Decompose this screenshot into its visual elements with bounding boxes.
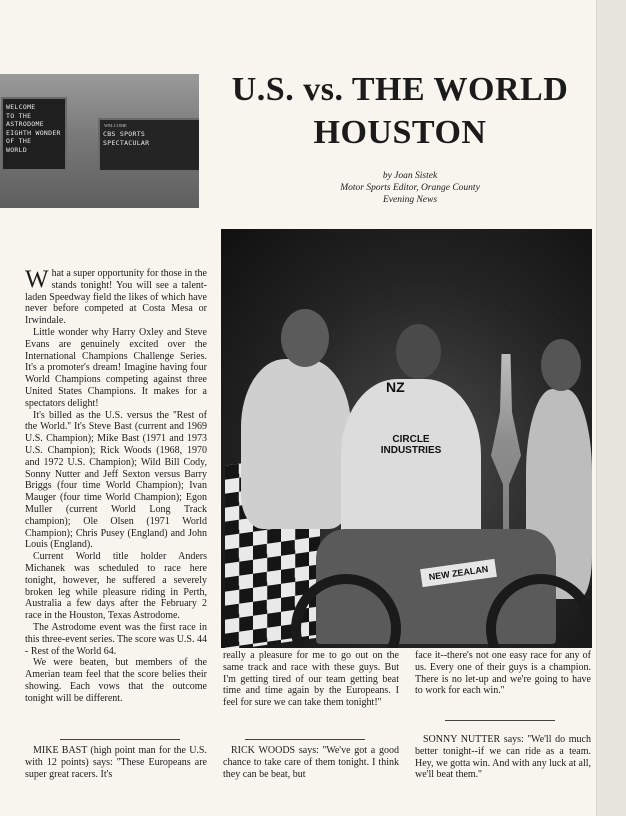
article-column-2	[223, 650, 399, 709]
column-3-rule	[445, 720, 555, 721]
article-title	[214, 68, 586, 154]
rider-left-head	[281, 309, 329, 367]
paragraph-continued-3: face it--there's not one easy race for any of us. Every one of their guys is a champion. There is no let-up and we're going to have to work for each win.''	[415, 650, 591, 697]
byline-author: by Joan Sistek	[382, 171, 438, 181]
byline-title: Motor Sports Editor, Orange County	[340, 183, 480, 193]
paragraph-4: Current World title holder Anders Michanek was scheduled to race here tonight, however, he suffered a severely broken leg while pleasure riding in Perth, Australia a few days after the February 2 race in the Houston, Texas Astrodome.	[25, 551, 207, 622]
nz-badge: NZ	[386, 379, 405, 395]
title-line-1: U.S. vs. THE WORLD	[231, 71, 569, 108]
byline	[300, 170, 520, 206]
sonny-nutter-quote: SONNY NUTTER says: ''We'll do much better tonight--if we can ride as a team. Hey, we gotta win. And with any luck at all, we'll beat them.''	[415, 734, 591, 781]
cbs-scoreboard-label: WELCOME	[104, 123, 127, 128]
new-zealand-plate: NEW ZEALAN	[420, 559, 497, 587]
paragraph-2: Little wonder why Harry Oxley and Steve Evans are genuinely excited over the International Champions Challenge Series. It's a promoter's dream! Imagine having four World Champions competing against three United States Champions. It makes for a spectators delight!	[25, 326, 207, 409]
paragraph-6: We were beaten, but members of the Amerian team feel that the score belies their showing. Each vows that the outcome tonight will be different.	[25, 657, 207, 704]
rick-woods-quote: RICK WOODS says: ''We've got a good chance to take care of them tonight. I think they can be beat, but	[223, 745, 399, 780]
column-1-rule	[60, 739, 180, 740]
byline-publication: Evening News	[382, 195, 438, 205]
riders-photo	[221, 229, 592, 648]
paragraph-5: The Astrodome event was the first race in this three-event series. The score was U.S. 44 - Rest of the World 64.	[25, 621, 207, 657]
paragraph-1: What a super opportunity for those in the stands tonight! You will see a talent-laden Speedway field the likes of which have never before competed at Costa Mesa or Irwindale.	[25, 266, 207, 327]
mike-bast-quote: MIKE BAST (high point man for the U.S. with 12 points) says: ''These Europeans are super great racers. It's	[25, 745, 207, 780]
cbs-scoreboard	[98, 118, 199, 172]
rider-right-head	[541, 339, 581, 391]
welcome-scoreboard	[1, 97, 67, 171]
drop-cap: W	[25, 266, 49, 293]
astrodome-photo	[0, 74, 199, 208]
rider-center-head	[396, 324, 441, 379]
title-line-2: HOUSTON	[313, 114, 487, 151]
paragraph-3: It's billed as the U.S. versus the ''Rest of the World.'' It's Steve Bast (current and 1969 U.S. Champion); Mike Bast (1971 and 1973 U.S. Champion); Rick Woods (1968, 1970 and 1972 U.S. Champion); Wild Bill Cody, Sonny Nutter and Jeff Sexton versus Barry Briggs (four time World Champion); Ivan Mauger (four time World Champion); Egon Muller (current World Long Track champion); Ole Olsen (1971 World Champion); Chris Pusey (England) and John Louis (England).	[25, 409, 207, 551]
welcome-scoreboard-text: WELCOME TO THE ASTRODOME EIGHTH WONDER OF THE WORLD	[6, 103, 61, 154]
article-column-3	[415, 650, 591, 697]
paragraph-continued-2: really a pleasure for me to go out on the same track and race with these guys. But I'm getting tired of our team getting beat time and time again by the Europeans. I feel for sure we can take them tonight!''	[223, 650, 399, 709]
cbs-scoreboard-text: CBS SPORTS SPECTACULAR	[103, 130, 150, 147]
rider-left	[241, 359, 351, 529]
column-2-rule	[245, 739, 365, 740]
article-column-1	[25, 268, 207, 704]
page-edge	[596, 0, 626, 816]
circle-industries-text: CIRCLE INDUSTRIES	[380, 434, 442, 456]
